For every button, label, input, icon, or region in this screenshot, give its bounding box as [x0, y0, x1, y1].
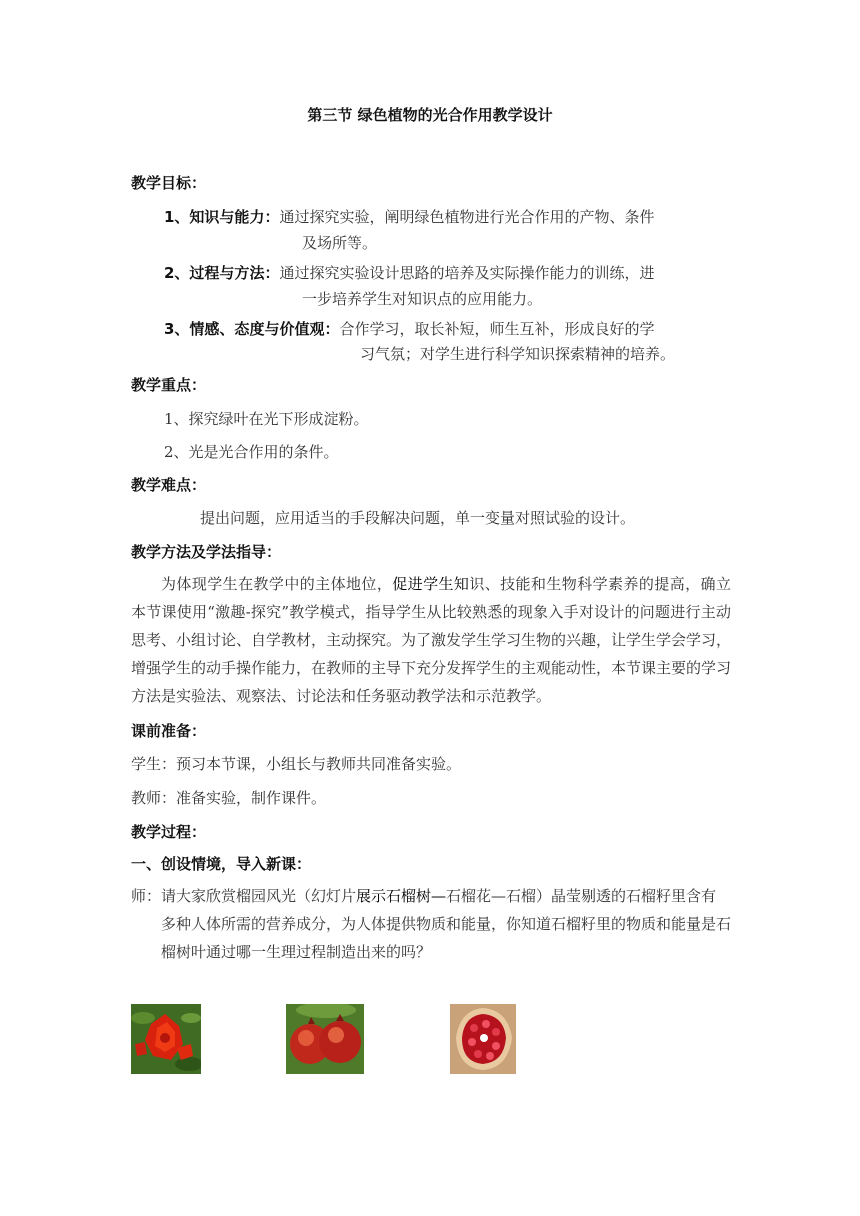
methods-paragraph	[131, 570, 731, 710]
goal-text: 通过探究实验，阐明绿色植物进行光合作用的产物、条件	[279, 208, 655, 226]
goal-item-2	[164, 262, 654, 283]
key-point-item: 1、探究绿叶在光下形成淀粉。	[164, 410, 369, 428]
pomegranate-fruit-image	[286, 1004, 364, 1074]
teacher-text: 石榴花—石榴）晶莹剔透的石榴籽里含有多种人体所需的营养成分，为人体提供物质和能量，你知道石榴籽里的物质和能量是石榴树叶通过哪一生理过程制造出来的吗？	[161, 887, 732, 961]
goal-label: 3、情感、态度与价值观：	[164, 320, 340, 338]
page-title: 第三节 绿色植物的光合作用教学设计	[307, 106, 553, 124]
goals-heading: 教学目标：	[131, 174, 207, 192]
goal-item-1	[164, 206, 654, 227]
key-point-item: 2、光是光合作用的条件。	[164, 443, 339, 461]
methods-text: 识、技能和生物科学素养的提高，确立本节课使用“激趣-探究”教学模式，指导学生从比较熟悉的现象入手对设计的问题进行主动思考、小组讨论、自学教材，主动探究。为了激发学生学习生物的兴趣，让学生学会学习，增强学生的动手操作能力，在教师的主导下充分发挥学生的主观能动性，本节课主要的学习方法是实验法、观察法、讨论法和任务驱动教学法和示范教学。	[131, 575, 732, 705]
goal-text: 通过探究实验设计思路的培养及实际操作能力的训练，进	[279, 264, 655, 282]
prep-heading: 课前准备：	[131, 722, 207, 740]
methods-text-emphasis: 促进学生知	[392, 575, 470, 593]
methods-text: 为体现学生在教学中的主体地位，	[161, 575, 393, 593]
pomegranate-flower-image	[131, 1004, 201, 1074]
prep-teacher: 教师：准备实验，制作课件。	[131, 789, 327, 807]
methods-heading: 教学方法及学法指导：	[131, 543, 282, 561]
goal-item-3	[164, 318, 654, 339]
goal-text-continued: 一步培养学生对知识点的应用能力。	[302, 290, 543, 308]
process-heading: 教学过程：	[131, 823, 207, 841]
section-heading: 一、创设情境，导入新课：	[131, 855, 312, 873]
difficulties-text: 提出问题，应用适当的手段解决问题，单一变量对照试验的设计。	[200, 509, 636, 527]
goal-text-continued: 及场所等。	[302, 234, 378, 252]
teacher-text-emphasis: 展示石榴树—	[356, 887, 447, 905]
key-points-heading: 教学重点：	[131, 376, 207, 394]
goal-label: 1、知识与能力：	[164, 208, 280, 226]
goal-text: 合作学习，取长补短，师生互补，形成良好的学	[339, 320, 655, 338]
teacher-text: 师：请大家欣赏榴园风光（幻灯片	[131, 887, 357, 905]
difficulties-heading: 教学难点：	[131, 476, 207, 494]
goal-label: 2、过程与方法：	[164, 264, 280, 282]
goal-text-continued: 习气氛；对学生进行科学知识探索精神的培养。	[360, 345, 676, 363]
teacher-speech	[131, 882, 731, 966]
pomegranate-seeds-image	[450, 1004, 516, 1074]
prep-student: 学生：预习本节课，小组长与教师共同准备实验。	[131, 755, 462, 773]
